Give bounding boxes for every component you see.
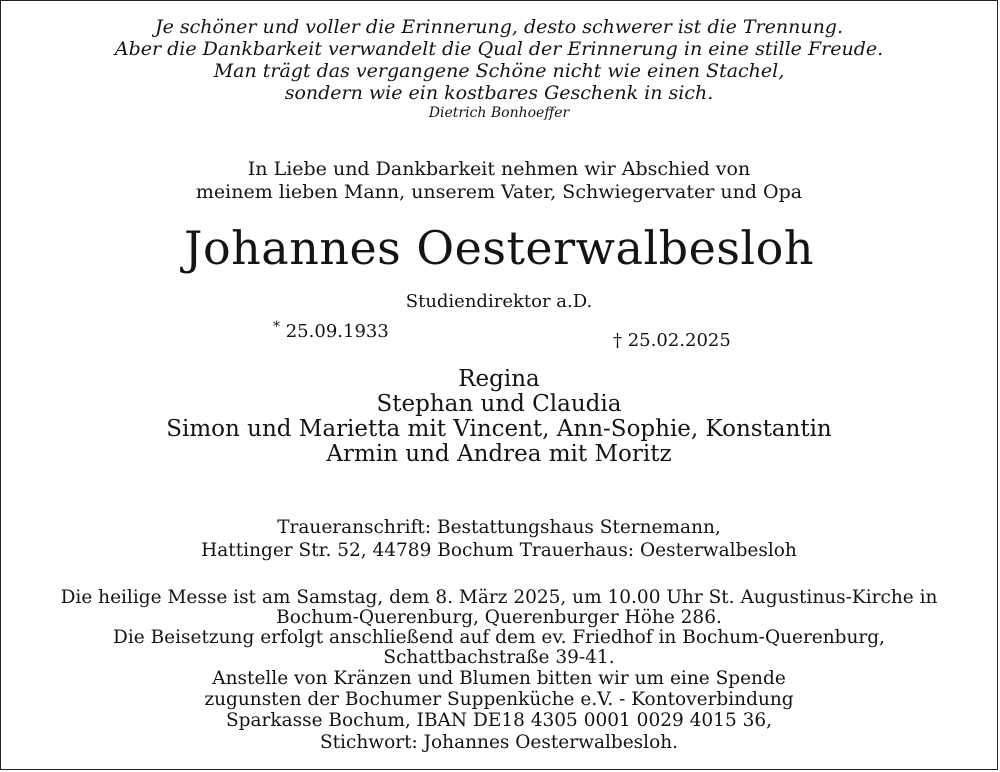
details-line: zugunsten der Bochumer Suppenküche e.V. - Kontoverbindung [204,689,794,710]
details-line: Bochum-Querenburg, Querenburger Höhe 286. [276,607,722,628]
deceased-title: Studiendirektor a.D. [405,291,593,312]
death-date [613,330,731,351]
address-line: Hattinger Str. 52, 44789 Bochum Trauerhaus: Oesterwalbesloh [201,540,797,561]
birth-date-value: 25.09.1933 [285,321,389,342]
birth-symbol: * [273,319,280,335]
details-line: Schattbachstraße 39-41. [383,647,615,668]
family-member: Simon und Marietta mit Vincent, Ann-Sophie, Konstantin [166,416,832,442]
family-member: Stephan und Claudia [376,391,622,417]
death-symbol: † [613,330,622,351]
quote-line: sondern wie ein kostbares Geschenk in sich. [284,82,714,104]
family-member: Regina [458,366,540,392]
quote-line: Man trägt das vergangene Schöne nicht wie einen Stachel, [213,60,785,82]
death-date-value: 25.02.2025 [627,330,731,351]
details-line: Die Beisetzung erfolgt anschließend auf dem ev. Friedhof in Bochum-Querenburg, [112,627,885,648]
family-member: Armin und Andrea mit Moritz [326,441,672,467]
deceased-name: Johannes Oesterwalbesloh [184,221,814,275]
birth-date [273,321,389,342]
address-line: Traueranschrift: Bestattungshaus Sternemann, [277,517,721,538]
quote-line: Aber die Dankbarkeit verwandelt die Qual der Erinnerung in eine stille Freude. [114,38,884,60]
intro-line: meinem lieben Mann, unserem Vater, Schwiegervater und Opa [195,181,803,203]
details-line: Sparkasse Bochum, IBAN DE18 4305 0001 0029 4015 36, [225,710,773,731]
details-line: Stichwort: Johannes Oesterwalbesloh. [319,732,679,753]
intro-line: In Liebe und Dankbarkeit nehmen wir Abschied von [247,158,751,180]
quote-line: Je schöner und voller die Erinnerung, desto schwerer ist die Trennung. [154,16,844,38]
quote-author: Dietrich Bonhoeffer [428,105,570,121]
details-line: Anstelle von Kränzen und Blumen bitten wir um eine Spende [212,668,786,689]
details-line: Die heilige Messe ist am Samstag, dem 8. März 2025, um 10.00 Uhr St. Augustinus-Kirche in [60,587,938,608]
